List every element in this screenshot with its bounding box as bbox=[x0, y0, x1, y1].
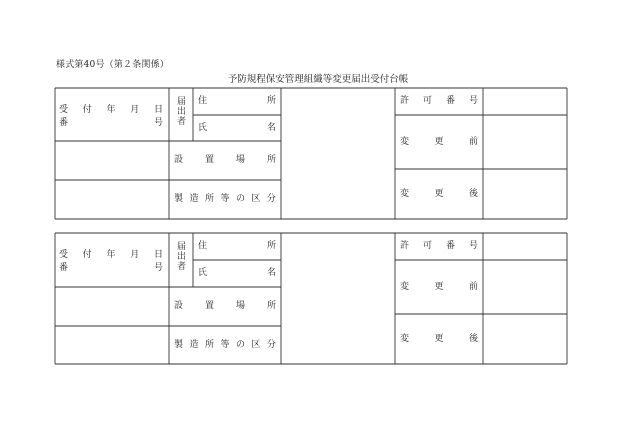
receipt-date-char: 受 bbox=[59, 250, 69, 260]
before-change-label bbox=[400, 283, 478, 292]
facility-class-char: 分 bbox=[266, 340, 276, 350]
facility-class-char: の bbox=[235, 340, 245, 350]
after-change-char: 更 bbox=[434, 189, 444, 199]
location-char: 設 bbox=[174, 301, 184, 311]
location-label bbox=[174, 156, 276, 165]
address-label bbox=[198, 97, 276, 106]
receipt-date-char: 日 bbox=[153, 105, 163, 115]
facility-class-char: の bbox=[235, 194, 245, 204]
facility-class-char: 等 bbox=[220, 194, 230, 204]
permit-number-label bbox=[400, 242, 478, 251]
facility-class-char: 区 bbox=[251, 340, 261, 350]
after-change-label bbox=[400, 335, 478, 344]
receipt-date-char: 月 bbox=[130, 250, 140, 260]
facility-class-char: 所 bbox=[204, 194, 214, 204]
permit-number-char: 番 bbox=[445, 241, 455, 251]
ledger-entry bbox=[55, 88, 567, 219]
facility-class-char: 所 bbox=[204, 340, 214, 350]
address-char: 住 bbox=[198, 241, 208, 251]
name-label bbox=[198, 269, 276, 278]
facility-class-label bbox=[174, 195, 276, 204]
location-label bbox=[174, 302, 276, 311]
after-change-char: 変 bbox=[400, 334, 410, 344]
receipt-date-char: 日 bbox=[153, 250, 163, 260]
receipt-date-char: 付 bbox=[82, 250, 92, 260]
before-change-char: 更 bbox=[434, 137, 444, 147]
receipt-number-char: 号 bbox=[153, 118, 163, 128]
form-code: 様式第40号（第２条関係） bbox=[56, 60, 170, 70]
address-char: 住 bbox=[198, 96, 208, 106]
facility-class-char: 製 bbox=[174, 194, 184, 204]
receipt-number-char: 番 bbox=[59, 118, 69, 128]
notifier-label: 届出者 bbox=[175, 96, 185, 126]
before-change-label bbox=[400, 138, 478, 147]
facility-class-char: 造 bbox=[189, 340, 199, 350]
receipt-number-char: 号 bbox=[153, 263, 163, 273]
after-change-char: 後 bbox=[468, 189, 478, 199]
location-char: 所 bbox=[266, 155, 276, 165]
notifier-label: 届出者 bbox=[175, 241, 185, 271]
before-change-char: 変 bbox=[400, 137, 410, 147]
after-change-char: 更 bbox=[434, 334, 444, 344]
receipt-date-label bbox=[59, 251, 163, 260]
form-title-text: 予防規程保安管理組織等変更届出受付台帳 bbox=[227, 74, 409, 85]
facility-class-char: 分 bbox=[266, 194, 276, 204]
facility-class-char: 製 bbox=[174, 340, 184, 350]
after-change-char: 後 bbox=[468, 334, 478, 344]
receipt-date-char: 年 bbox=[106, 250, 116, 260]
location-char: 置 bbox=[204, 301, 214, 311]
receipt-date-label bbox=[59, 106, 163, 115]
ledger-entry bbox=[55, 233, 567, 364]
facility-class-char: 造 bbox=[189, 194, 199, 204]
permit-number-char: 可 bbox=[422, 96, 432, 106]
location-char: 置 bbox=[204, 155, 214, 165]
name-label bbox=[198, 124, 276, 133]
before-change-char: 更 bbox=[434, 282, 444, 292]
permit-number-char: 号 bbox=[468, 241, 478, 251]
after-change-label bbox=[400, 190, 478, 199]
permit-number-label bbox=[400, 97, 478, 106]
receipt-date-char: 付 bbox=[82, 105, 92, 115]
address-label bbox=[198, 242, 276, 251]
receipt-date-char: 月 bbox=[130, 105, 140, 115]
permit-number-char: 可 bbox=[422, 241, 432, 251]
receipt-date-char: 年 bbox=[106, 105, 116, 115]
form-title bbox=[0, 71, 630, 85]
facility-class-char: 区 bbox=[251, 194, 261, 204]
location-char: 場 bbox=[235, 301, 245, 311]
location-char: 設 bbox=[174, 155, 184, 165]
location-char: 所 bbox=[266, 301, 276, 311]
location-char: 場 bbox=[235, 155, 245, 165]
name-char: 氏 bbox=[198, 268, 208, 278]
after-change-char: 変 bbox=[400, 189, 410, 199]
facility-class-char: 等 bbox=[220, 340, 230, 350]
before-change-char: 変 bbox=[400, 282, 410, 292]
facility-class-label bbox=[174, 341, 276, 350]
permit-number-char: 許 bbox=[400, 96, 410, 106]
receipt-number-char: 番 bbox=[59, 263, 69, 273]
before-change-char: 前 bbox=[468, 137, 478, 147]
address-char: 所 bbox=[266, 241, 276, 251]
name-char: 氏 bbox=[198, 123, 208, 133]
permit-number-char: 号 bbox=[468, 96, 478, 106]
permit-number-char: 許 bbox=[400, 241, 410, 251]
receipt-number-label bbox=[59, 264, 163, 273]
receipt-date-char: 受 bbox=[59, 105, 69, 115]
address-char: 所 bbox=[266, 96, 276, 106]
name-char: 名 bbox=[266, 123, 276, 133]
before-change-char: 前 bbox=[468, 282, 478, 292]
receipt-number-label bbox=[59, 119, 163, 128]
name-char: 名 bbox=[266, 268, 276, 278]
permit-number-char: 番 bbox=[445, 96, 455, 106]
